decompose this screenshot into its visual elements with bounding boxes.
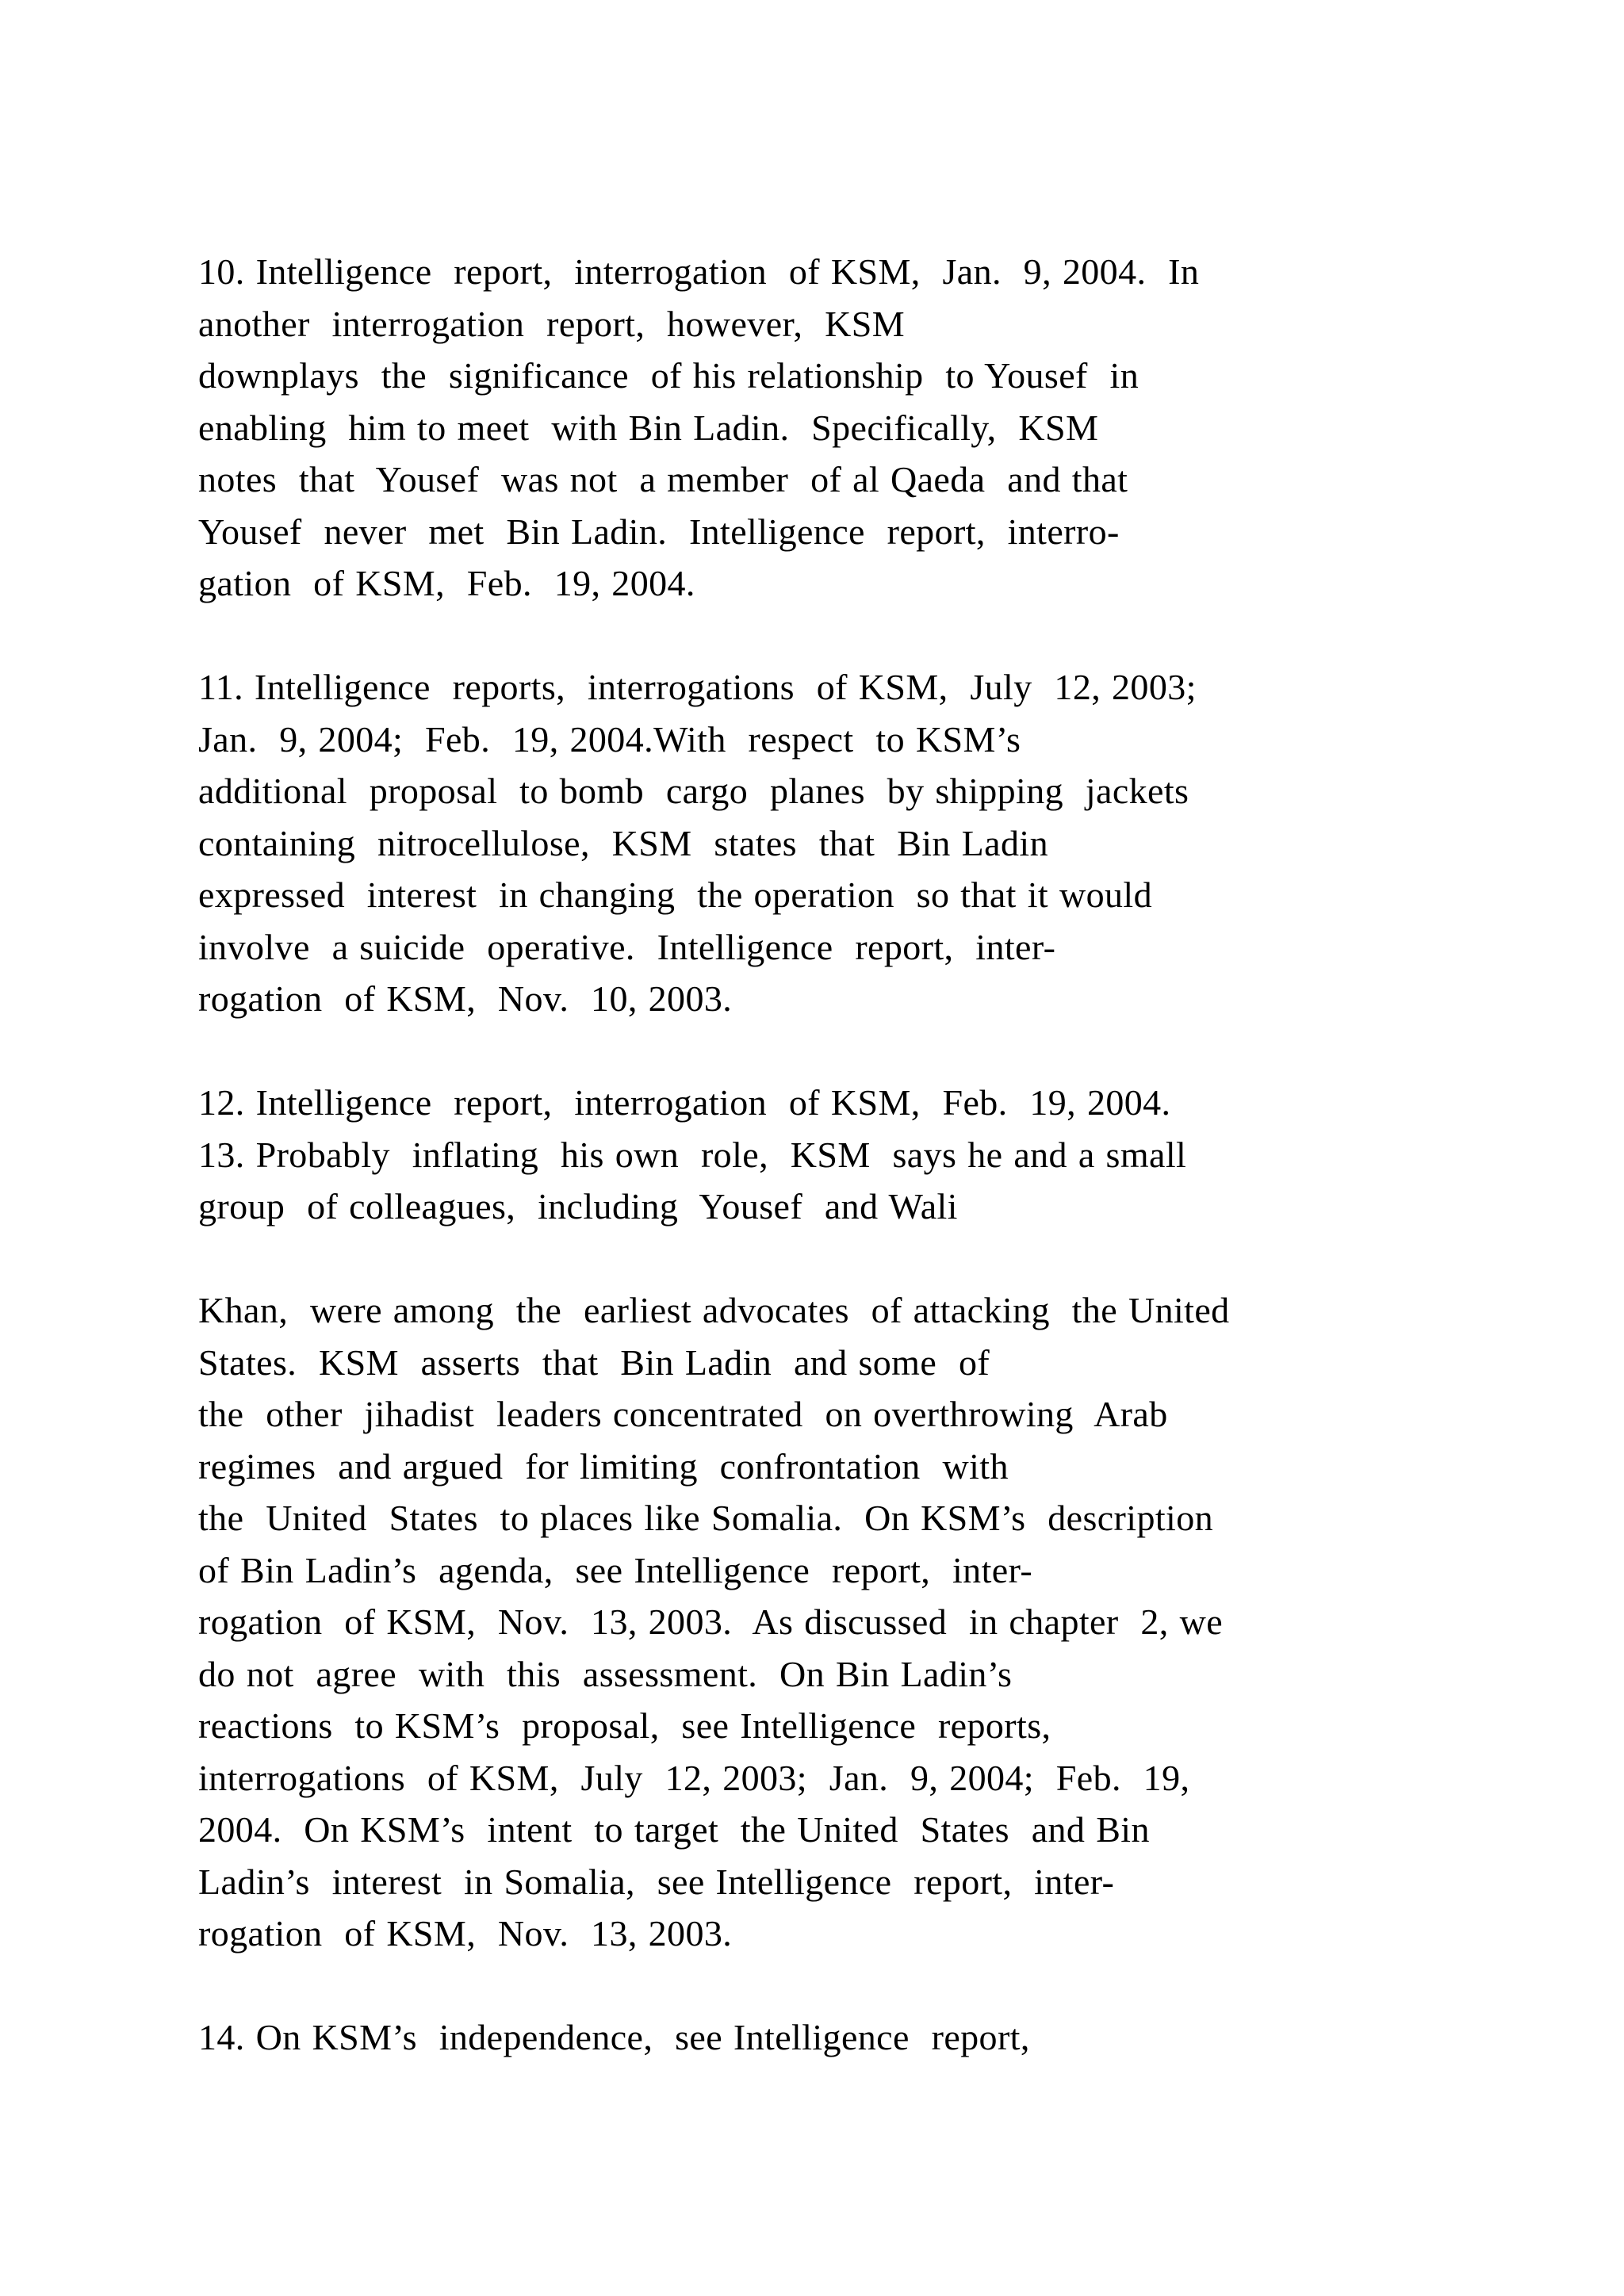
- paragraph-gap: [198, 1025, 1435, 1077]
- text-line: Yousef never met Bin Ladin. Intelligence report, interro-: [198, 511, 1120, 552]
- text-line: containing nitrocellulose, KSM states that Bin Ladin: [198, 822, 1048, 863]
- text-line: 13. Probably inflating his own role, KSM says he and a small: [198, 1134, 1187, 1175]
- text-line: enabling him to meet with Bin Ladin. Specifically, KSM: [198, 407, 1099, 448]
- text-line: 12. Intelligence report, interrogation of KSM, Feb. 19, 2004.: [198, 1082, 1171, 1123]
- text-line: interrogations of KSM, July 12, 2003; Jan. 9, 2004; Feb. 19,: [198, 1757, 1190, 1798]
- endnote-13-continued: [198, 1284, 1435, 1960]
- text-line: 11. Intelligence reports, interrogations of KSM, July 12, 2003;: [198, 667, 1197, 707]
- text-line: regimes and argued for limiting confrontation with: [198, 1445, 1009, 1487]
- text-line: 14. On KSM’s independence, see Intelligence report,: [198, 2017, 1030, 2057]
- text-line: downplays the significance of his relationship to Yousef in: [198, 355, 1139, 396]
- endnote-10: [198, 246, 1435, 610]
- text-line: group of colleagues, including Yousef and Wali: [198, 1186, 958, 1226]
- text-line: another interrogation report, however, KSM: [198, 303, 905, 344]
- text-line: involve a suicide operative. Intelligence report, inter-: [198, 926, 1056, 967]
- endnote-11: [198, 661, 1435, 1025]
- text-line: the other jihadist leaders concentrated on overthrowing Arab: [198, 1394, 1168, 1434]
- text-line: notes that Yousef was not a member of al Qaeda and that: [198, 459, 1128, 499]
- text-line: do not agree with this assessment. On Bin Ladin’s: [198, 1653, 1013, 1694]
- endnote-12-13: [198, 1077, 1435, 1233]
- text-line: 10. Intelligence report, interrogation of KSM, Jan. 9, 2004. In: [198, 251, 1200, 292]
- paragraph-gap: [198, 1960, 1435, 2012]
- text-line: Jan. 9, 2004; Feb. 19, 2004.With respect to KSM’s: [198, 718, 1021, 760]
- text-line: Khan, were among the earliest advocates of attacking the United: [198, 1290, 1230, 1330]
- text-line: rogation of KSM, Nov. 13, 2003.: [198, 1913, 733, 1954]
- paragraph-gap: [198, 610, 1435, 662]
- text-line: rogation of KSM, Nov. 13, 2003. As discussed in chapter 2, we: [198, 1601, 1224, 1642]
- text-line: the United States to places like Somalia. On KSM’s description: [198, 1498, 1214, 1538]
- text-line: 2004. On KSM’s intent to target the United States and Bin: [198, 1809, 1150, 1850]
- text-line: of Bin Ladin’s agenda, see Intelligence report, inter-: [198, 1549, 1033, 1590]
- text-line: Ladin’s interest in Somalia, see Intelligence report, inter-: [198, 1861, 1115, 1902]
- text-line: States. KSM asserts that Bin Ladin and some of: [198, 1341, 990, 1383]
- endnote-14: [198, 2011, 1435, 2064]
- endnotes-text: [198, 246, 1435, 2064]
- text-line: expressed interest in changing the operation so that it would: [198, 874, 1153, 915]
- text-line: rogation of KSM, Nov. 10, 2003.: [198, 978, 733, 1019]
- text-line: additional proposal to bomb cargo planes by shipping jackets: [198, 771, 1189, 811]
- text-line: gation of KSM, Feb. 19, 2004.: [198, 563, 695, 603]
- text-line: reactions to KSM’s proposal, see Intelligence reports,: [198, 1705, 1051, 1746]
- paragraph-gap: [198, 1233, 1435, 1285]
